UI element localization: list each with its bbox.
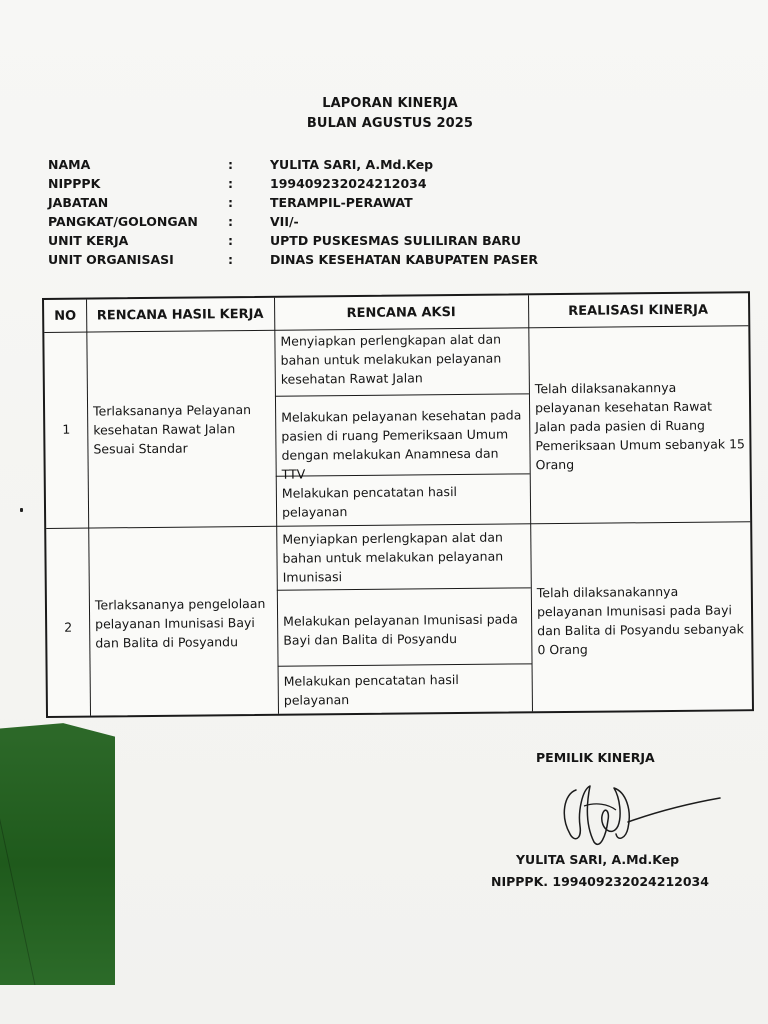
- rencana-hasil-kerja-cell: Terlaksananya pengelolaan pelayanan Imunisasi Bayi dan Balita di Posyandu: [94, 595, 266, 651]
- report-period: BULAN AGUSTUS 2025: [306, 116, 474, 131]
- rencana-aksi-cell: Melakukan pencatatan hasil pelayanan: [283, 672, 459, 708]
- identity-value: TERAMPIL-PERAWAT: [270, 195, 413, 210]
- report-title: LAPORAN KINERJA: [322, 96, 458, 111]
- grid-line: [275, 393, 529, 396]
- realisasi-kinerja-cell: Telah dilaksanakannya pelayanan kesehatan Rawat Jalan pada pasien di Ruang Pemeriksaan Umum sebanyak 15 Orang: [534, 379, 746, 473]
- identity-row-unit-organisasi: [48, 252, 608, 271]
- identity-label: UNIT KERJA: [48, 233, 129, 248]
- identity-block: [48, 157, 608, 271]
- identity-label: NAMA: [48, 157, 91, 172]
- identity-value: VII/-: [270, 214, 299, 229]
- identity-value: 199409232024212034: [270, 176, 427, 191]
- grid-line: [86, 300, 91, 716]
- identity-value: DINAS KESEHATAN KABUPATEN PASER: [270, 252, 538, 267]
- folder-fold-line: [0, 755, 95, 985]
- rencana-hasil-kerja-cell: Terlaksananya Pelayanan kesehatan Rawat Jalan Sesuai Standar: [93, 401, 252, 457]
- identity-value: UPTD PUSKESMAS SULILIRAN BARU: [270, 233, 522, 248]
- identity-row-nama: [48, 157, 608, 176]
- column-header-no: NO: [54, 308, 77, 324]
- rencana-aksi-cell: Melakukan pelayanan kesehatan pada pasien di ruang Pemeriksaan Umum dengan melakukan Anamnesa dan TTV: [281, 407, 522, 482]
- identity-row-nipppk: [48, 176, 608, 195]
- grid-line: [278, 663, 532, 666]
- identity-value: YULITA SARI, A.Md.Kep: [270, 157, 434, 172]
- rencana-aksi-cell: Menyiapkan perlengkapan alat dan bahan untuk melakukan pelayanan Imunisasi: [282, 529, 504, 585]
- identity-label: NIPPPK: [48, 176, 101, 191]
- green-folder-corner: [0, 715, 115, 985]
- signer-name: YULITA SARI, A.Md.Kep: [516, 852, 680, 867]
- rencana-aksi-cell: Menyiapkan perlengkapan alat dan bahan untuk melakukan pelayanan kesehatan Rawat Jalan: [280, 331, 502, 387]
- identity-colon: :: [228, 176, 233, 191]
- identity-row-pangkat: [48, 214, 608, 233]
- rencana-aksi-cell: Melakukan pencatatan hasil pelayanan: [281, 484, 458, 520]
- identity-colon: :: [228, 252, 233, 267]
- identity-row-unit-kerja: [48, 233, 608, 252]
- grid-line: [277, 587, 531, 590]
- column-header-realisasi-kinerja: REALISASI KINERJA: [568, 302, 709, 319]
- identity-colon: :: [228, 157, 233, 172]
- identity-colon: :: [228, 195, 233, 210]
- identity-label: UNIT ORGANISASI: [48, 252, 174, 267]
- realisasi-kinerja-cell: Telah dilaksanakannya pelayanan Imunisasi pada Bayi dan Balita di Posyandu sebanyak 0 Orang: [536, 583, 744, 658]
- identity-colon: :: [228, 233, 233, 248]
- column-header-rencana-hasil-kerja: RENCANA HASIL KERJA: [96, 306, 264, 323]
- handwritten-signature: [556, 776, 726, 856]
- paper-speck: [20, 508, 23, 512]
- signature-role: PEMILIK KINERJA: [536, 750, 655, 765]
- row-number: 1: [62, 421, 71, 437]
- identity-colon: :: [228, 214, 233, 229]
- rencana-aksi-cell: Melakukan pelayanan Imunisasi pada Bayi dan Balita di Posyandu: [283, 611, 518, 648]
- column-header-rencana-aksi: RENCANA AKSI: [346, 304, 456, 321]
- signer-nip: NIPPPK. 199409232024212034: [491, 874, 709, 889]
- performance-table: [42, 291, 754, 718]
- identity-row-jabatan: [48, 195, 608, 214]
- row-number: 2: [64, 619, 73, 635]
- identity-label: PANGKAT/GOLONGAN: [48, 214, 198, 229]
- identity-label: JABATAN: [48, 195, 109, 210]
